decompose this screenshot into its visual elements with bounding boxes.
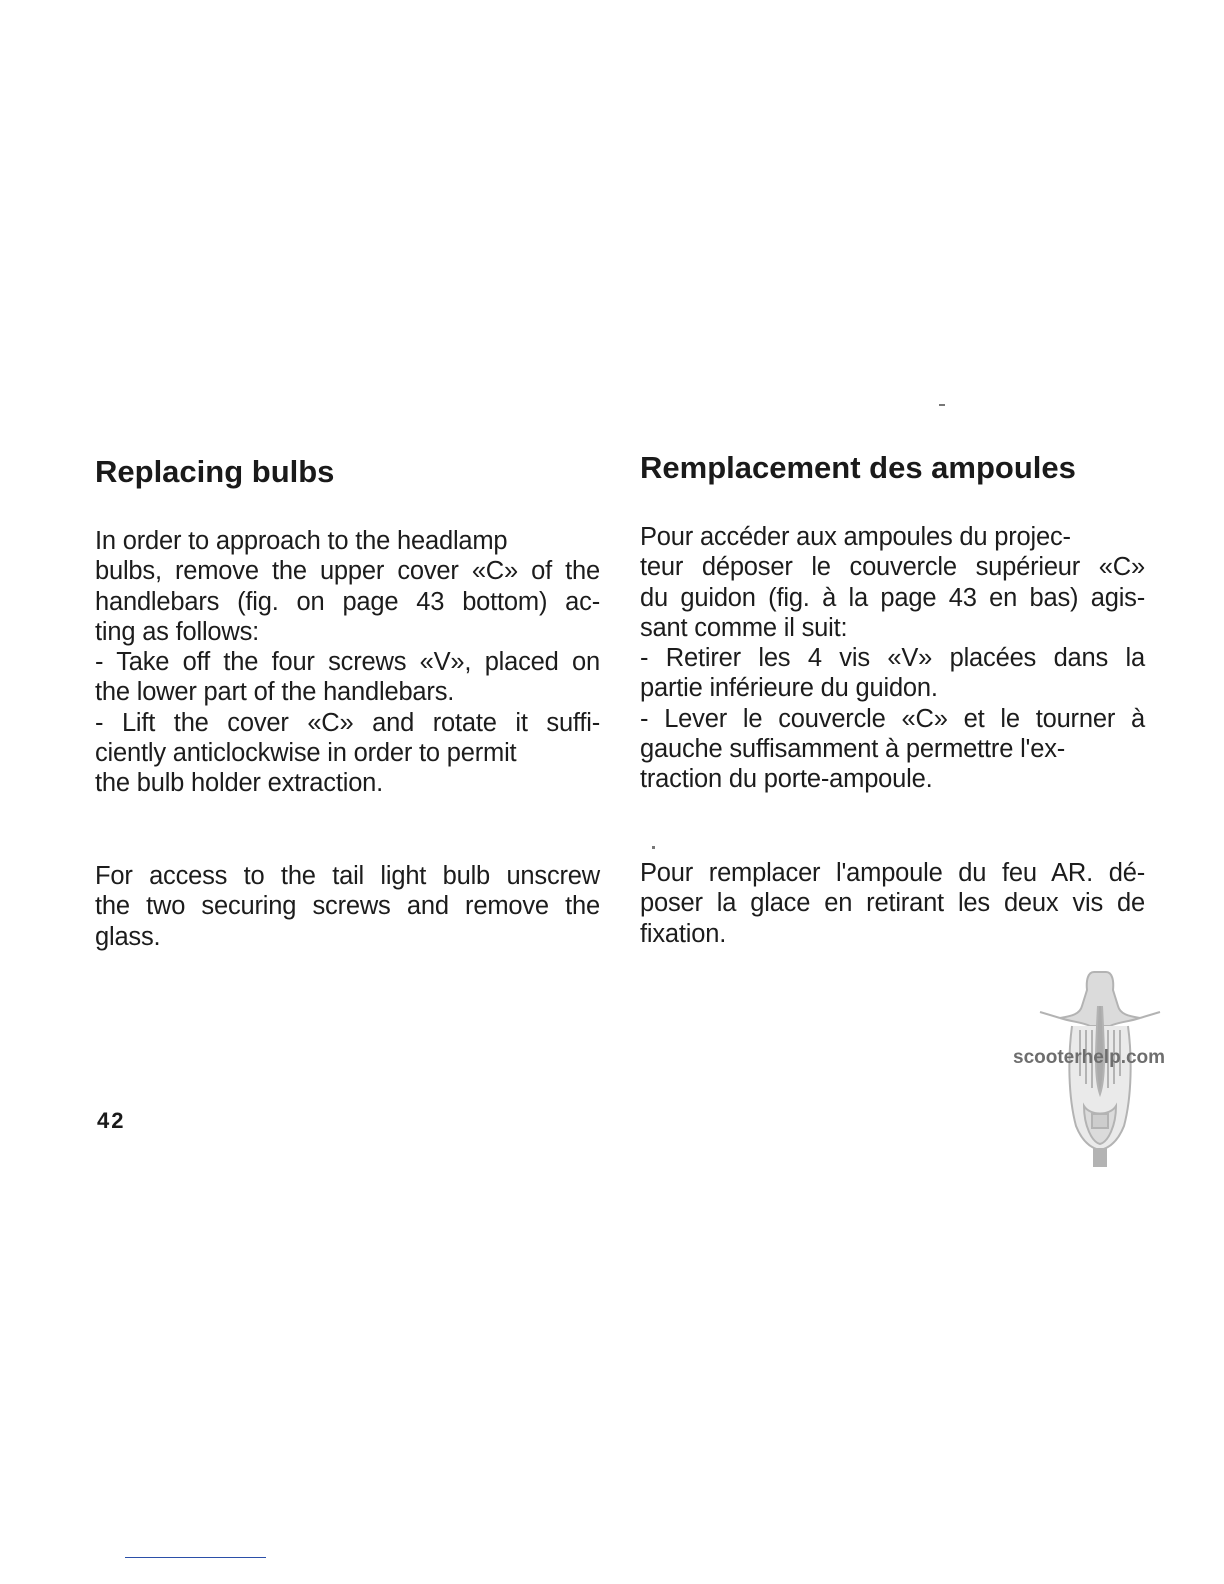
scan-speck — [652, 846, 655, 849]
text-line: - Retirer les 4 vis «V» placées dans la — [640, 644, 1145, 673]
text-line: Pour remplacer l'ampoule du feu AR. dé- — [640, 859, 1145, 887]
text-line: partie inférieure du guidon. — [640, 674, 938, 703]
english-tail-light-instructions — [95, 861, 600, 952]
text-line: teur déposer le couvercle supérieur «C» — [640, 553, 1145, 582]
text-line: poser la glace en retirant les deux vis de — [640, 889, 1145, 918]
text-line: the two securing screws and remove the — [95, 892, 600, 921]
page-number: 42 — [97, 1108, 126, 1133]
english-bulb-instructions — [95, 526, 600, 799]
text-line: ting as follows: — [95, 617, 260, 646]
text-line: In order to approach to the headlamp — [95, 527, 508, 555]
watermark-text: scooterhelp.com — [1013, 1047, 1166, 1068]
text-line: - Take off the four screws «V», placed on — [95, 648, 600, 677]
text-line: the bulb holder extraction. — [95, 769, 384, 798]
text-line: gauche suffisamment à permettre l'ex- — [640, 735, 1066, 764]
text-line: Pour accéder aux ampoules du projec- — [640, 523, 1071, 551]
watermark — [1010, 966, 1190, 1171]
text-line: sant comme il suit: — [640, 613, 848, 642]
text-line: handlebars (fig. on page 43 bottom) ac- — [95, 587, 600, 616]
text-line: glass. — [95, 922, 161, 951]
scan-speck — [939, 404, 945, 406]
footer-rule — [125, 1557, 266, 1558]
text-line: traction du porte-ampoule. — [640, 765, 933, 794]
text-line: du guidon (fig. à la page 43 en bas) agis- — [640, 583, 1145, 612]
text-line: - Lift the cover «C» and rotate it suffi- — [95, 708, 600, 737]
french-heading: Remplacement des ampoules — [640, 450, 1076, 485]
text-line: For access to the tail light bulb unscrew — [95, 862, 600, 890]
english-heading: Replacing bulbs — [95, 454, 335, 489]
french-tail-light-instructions — [640, 858, 1145, 949]
text-line: - Lever le couvercle «C» et le tourner à — [640, 704, 1145, 733]
text-line: ciently anticlockwise in order to permit — [95, 739, 517, 768]
text-line: fixation. — [640, 919, 727, 948]
french-bulb-instructions — [640, 522, 1145, 795]
text-line: the lower part of the handlebars. — [95, 678, 455, 707]
text-line: bulbs, remove the upper cover «C» of the — [95, 557, 600, 586]
